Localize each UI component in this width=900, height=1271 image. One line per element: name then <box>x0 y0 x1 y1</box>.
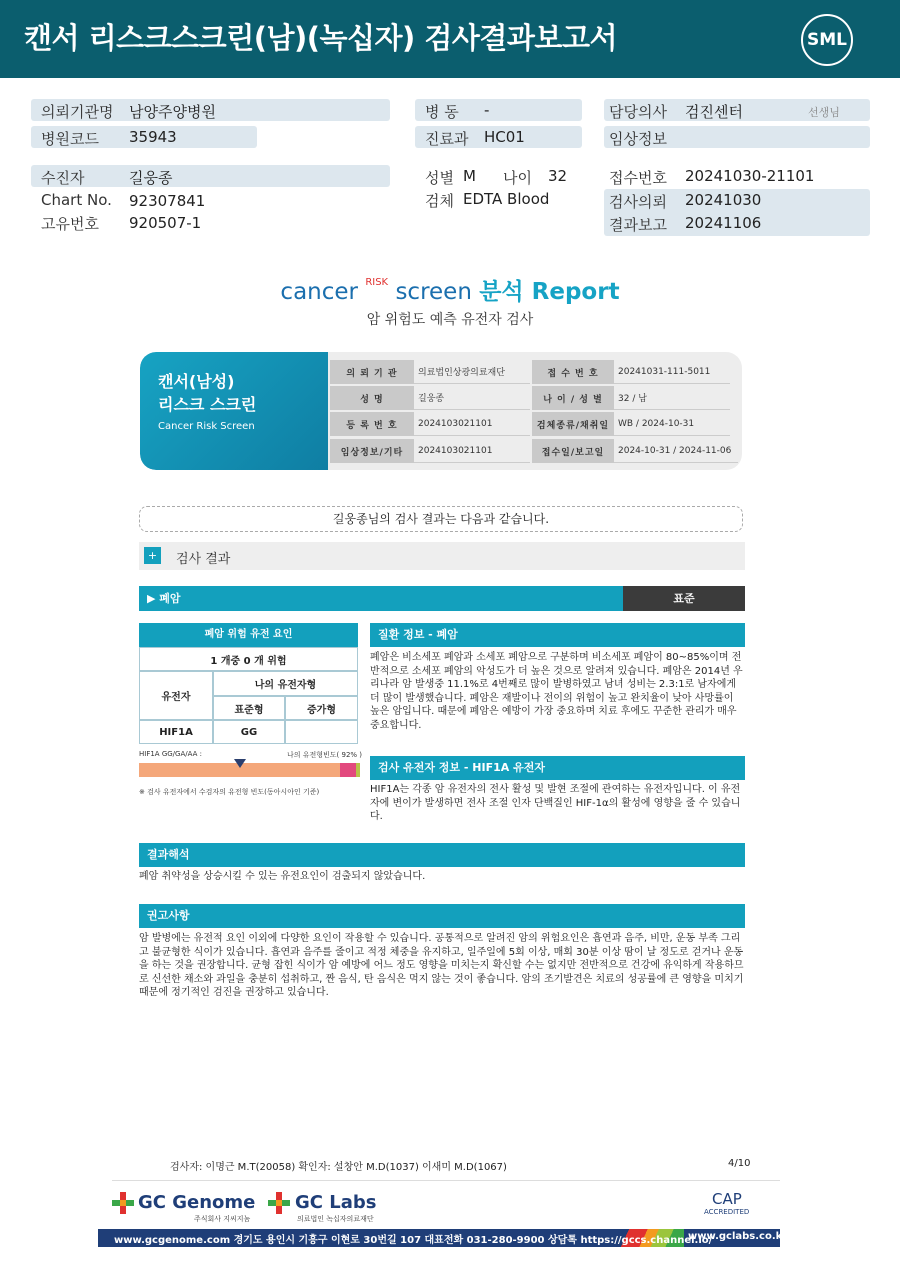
disease-info-bar: 질환 정보 - 폐암 <box>370 623 745 647</box>
cap-sub: ACCREDITED <box>704 1208 750 1216</box>
recommendation-bar: 권고사항 <box>139 904 745 928</box>
patient-value: 길웅종 <box>129 169 173 187</box>
id-value: 920507-1 <box>129 214 202 232</box>
ward-label: 병 동 <box>425 103 459 121</box>
patient-label: 수진자 <box>41 169 85 187</box>
page-number: 4/10 <box>728 1158 751 1169</box>
card-label: 성 명 <box>330 386 414 410</box>
card-title-1: 캔서(남성) <box>158 372 235 391</box>
mine-col-header: 나의 유전자형 <box>213 671 358 696</box>
gc-cross-icon <box>112 1192 134 1214</box>
request-value: 20241030 <box>685 191 762 209</box>
interpretation-text: 폐암 취약성을 상승시킬 수 있는 유전요인이 검출되지 않았습니다. <box>139 871 426 882</box>
report-value: 20241106 <box>685 214 762 232</box>
age-label: 나이 <box>503 169 532 187</box>
doctor-value: 검진센터 <box>685 103 743 121</box>
specimen-value: EDTA Blood <box>463 190 550 208</box>
card-value: 2024-10-31 / 2024-11-06 <box>614 439 738 463</box>
gene-table-summary: 1 개중 0 개 위험 <box>139 647 358 671</box>
chart-value: 92307841 <box>129 192 206 210</box>
card-label: 임상정보/기타 <box>330 439 414 463</box>
gcgenome-logo: GC Genome <box>138 1192 256 1213</box>
lung-cancer-bar: ▶ 폐암 <box>139 586 623 611</box>
card-value: 2024103021101 <box>414 412 530 436</box>
card-value: WB / 2024-10-31 <box>614 412 730 436</box>
interpretation-bar: 결과해석 <box>139 843 745 867</box>
card-label: 검체종류/채취일 <box>532 412 614 436</box>
receipt-label: 접수번호 <box>609 169 667 187</box>
result-sentence: 길웅종님의 검사 결과는 다음과 같습니다. <box>139 506 743 532</box>
card-label: 의 뢰 기 관 <box>330 360 414 384</box>
hospital-label: 의뢰기관명 <box>41 103 114 121</box>
gene-name-cell: HIF1A <box>139 720 213 744</box>
brand-report: 분석 Report <box>479 279 620 305</box>
freq-bar-hom <box>356 763 360 777</box>
brand-subtitle: 암 위험도 예측 유전자 검사 <box>366 312 534 328</box>
gene-table-title: 폐암 위험 유전 요인 <box>139 623 358 647</box>
std-genotype-cell: GG <box>213 720 285 744</box>
age-value: 32 <box>548 167 568 185</box>
report-label: 결과보고 <box>609 216 667 234</box>
dept-label: 진료과 <box>425 130 469 148</box>
gclabs-logo: GC Labs <box>295 1192 377 1213</box>
report-title: 캔서 리스크스크린(남)(녹십자) 검사결과보고서 <box>24 21 617 55</box>
receipt-value: 20241030-21101 <box>685 167 815 185</box>
gc-cross-icon <box>268 1192 290 1214</box>
id-label: 고유번호 <box>41 215 99 233</box>
divider <box>112 1180 780 1181</box>
signers-line: 검사자: 이명근 M.T(20058) 확인자: 설창안 M.D(1037) 이새미 M.D(1067) <box>170 1162 507 1173</box>
risk-status-badge: 표준 <box>623 586 745 611</box>
chart-label: Chart No. <box>41 191 112 209</box>
footer-site-link[interactable]: www.gclabs.co.kr <box>688 1231 788 1242</box>
disease-info-text: 폐암은 비소세포 폐암과 소세포 폐암으로 구분하며 비소세포 폐암이 80~85%이며 전반적으로 소세포 폐암의 악성도가 더 높은 것으로 알려져 있습니다. 폐암은 2014년 우리나라 암 발생중 11.1%로 4번째로 많이 발병하였고 남녀 성비는 2.3:1로 남자에게 더 많이 발생했습니다. 폐암은 재발이나 전이의 위험이 높고 완치율이 낮아 사망률이 높은 암입니다. 때문에 폐암은 예방이 가장 중요하며 치료 후에도 꾸준한 관리가 매우 중요합니다. <box>370 652 743 731</box>
ward-value: - <box>484 101 490 119</box>
sex-label: 성별 <box>425 169 454 187</box>
brand-heading <box>0 273 900 306</box>
request-label: 검사의뢰 <box>609 193 667 211</box>
inc-col-header: 증가형 <box>285 696 358 720</box>
sex-value: M <box>463 167 476 185</box>
brand-cancer: cancer <box>280 279 358 305</box>
card-title-3: Cancer Risk Screen <box>158 421 255 432</box>
card-label: 접 수 번 호 <box>532 360 614 384</box>
card-value: 32 / 남 <box>614 386 730 410</box>
doctor-label: 담당의사 <box>609 103 667 121</box>
card-label: 나 이 / 성 별 <box>532 386 614 410</box>
freq-bar-het <box>340 763 356 777</box>
dept-value: HC01 <box>484 128 525 146</box>
code-value: 35943 <box>129 128 177 146</box>
card-label: 등 록 번 호 <box>330 412 414 436</box>
brand-screen: screen <box>395 279 472 305</box>
code-label: 병원코드 <box>41 130 99 148</box>
genotype-marker-icon <box>234 759 246 768</box>
recommendation-text: 암 발병에는 유전적 요인 이외에 다양한 요인이 작용할 수 있습니다. 공통적으로 알려진 암의 위험요인은 흡연과 음주, 비만, 운동 부족 그리고 불균형한 식이가 있습니다. 흡연과 음주를 줄이고 적정 체중을 유지하고, 일주일에 5회 이상, 매회 30분 이상 땀이 날 정도로 걷거나 운동을 하는 것을 권장합니다. 균형 잡힌 식이가 암 예방에 어느 정도 영향을 미치는지 확신할 수는 없지만 전반적으로 건강에 유익하게 작용하므로 신선한 채소와 과일을 충분히 섭취하고, 짠 음식, 탄 음식은 먹지 않는 것이 좋습니다. 암의 조기발견은 치료의 성공률에 큰 영향을 미치기 때문에 정기적인 검진을 권장하고 있습니다. <box>139 933 744 998</box>
card-value: 2024103021101 <box>414 439 530 463</box>
freq-right-label: 나의 유전형빈도( 92% ) <box>287 751 363 759</box>
gene-col-header: 유전자 <box>139 671 213 720</box>
clinical-label: 임상정보 <box>609 130 667 148</box>
inc-genotype-cell <box>285 720 358 744</box>
folder-plus-icon: + <box>144 547 161 564</box>
card-label: 접수일/보고일 <box>532 439 614 463</box>
card-title-panel <box>140 352 328 470</box>
gclabs-sub: 의료법인 녹십자의료재단 <box>297 1215 374 1223</box>
specimen-label: 검체 <box>425 192 454 210</box>
freq-left-label: HIF1A GG/GA/AA : <box>139 750 202 758</box>
card-value: 길웅종 <box>414 386 530 410</box>
result-section-label: 검사 결과 <box>176 552 231 567</box>
gcgenome-sub: 주식회사 지씨지놈 <box>194 1215 251 1223</box>
card-title-2: 리스크 스크린 <box>158 395 257 414</box>
brand-risk: RISK <box>365 277 389 288</box>
footer-address[interactable]: www.gcgenome.com 경기도 용인시 기흥구 이현로 30번길 107 대표전화 031-280-9900 상담톡 https://gccs.channel.io/ <box>114 1235 713 1246</box>
hospital-value: 남양주양병원 <box>129 103 216 121</box>
cap-logo: CAP <box>712 1190 742 1208</box>
gene-info-text: HIF1A는 각종 암 유전자의 전사 활성 및 발현 조절에 관여하는 유전자입니다. 이 유전자에 변이가 발생하면 전사 조절 인자 단백질인 HIF-1α의 활성에 영향을 줄 수 있습니다. <box>370 784 741 822</box>
std-col-header: 표준형 <box>213 696 285 720</box>
freq-note: ※ 검사 유전자에서 수검자의 유전형 빈도(동아시아인 기준) <box>139 788 320 796</box>
card-value: 의료법인상광의료재단 <box>414 360 530 384</box>
patient-row <box>31 165 390 187</box>
doctor-suffix: 선생님 <box>808 106 840 119</box>
gene-info-bar: 검사 유전자 정보 - HIF1A 유전자 <box>370 756 745 780</box>
sml-logo: SML <box>801 14 853 66</box>
card-value: 20241031-111-5011 <box>614 360 730 384</box>
